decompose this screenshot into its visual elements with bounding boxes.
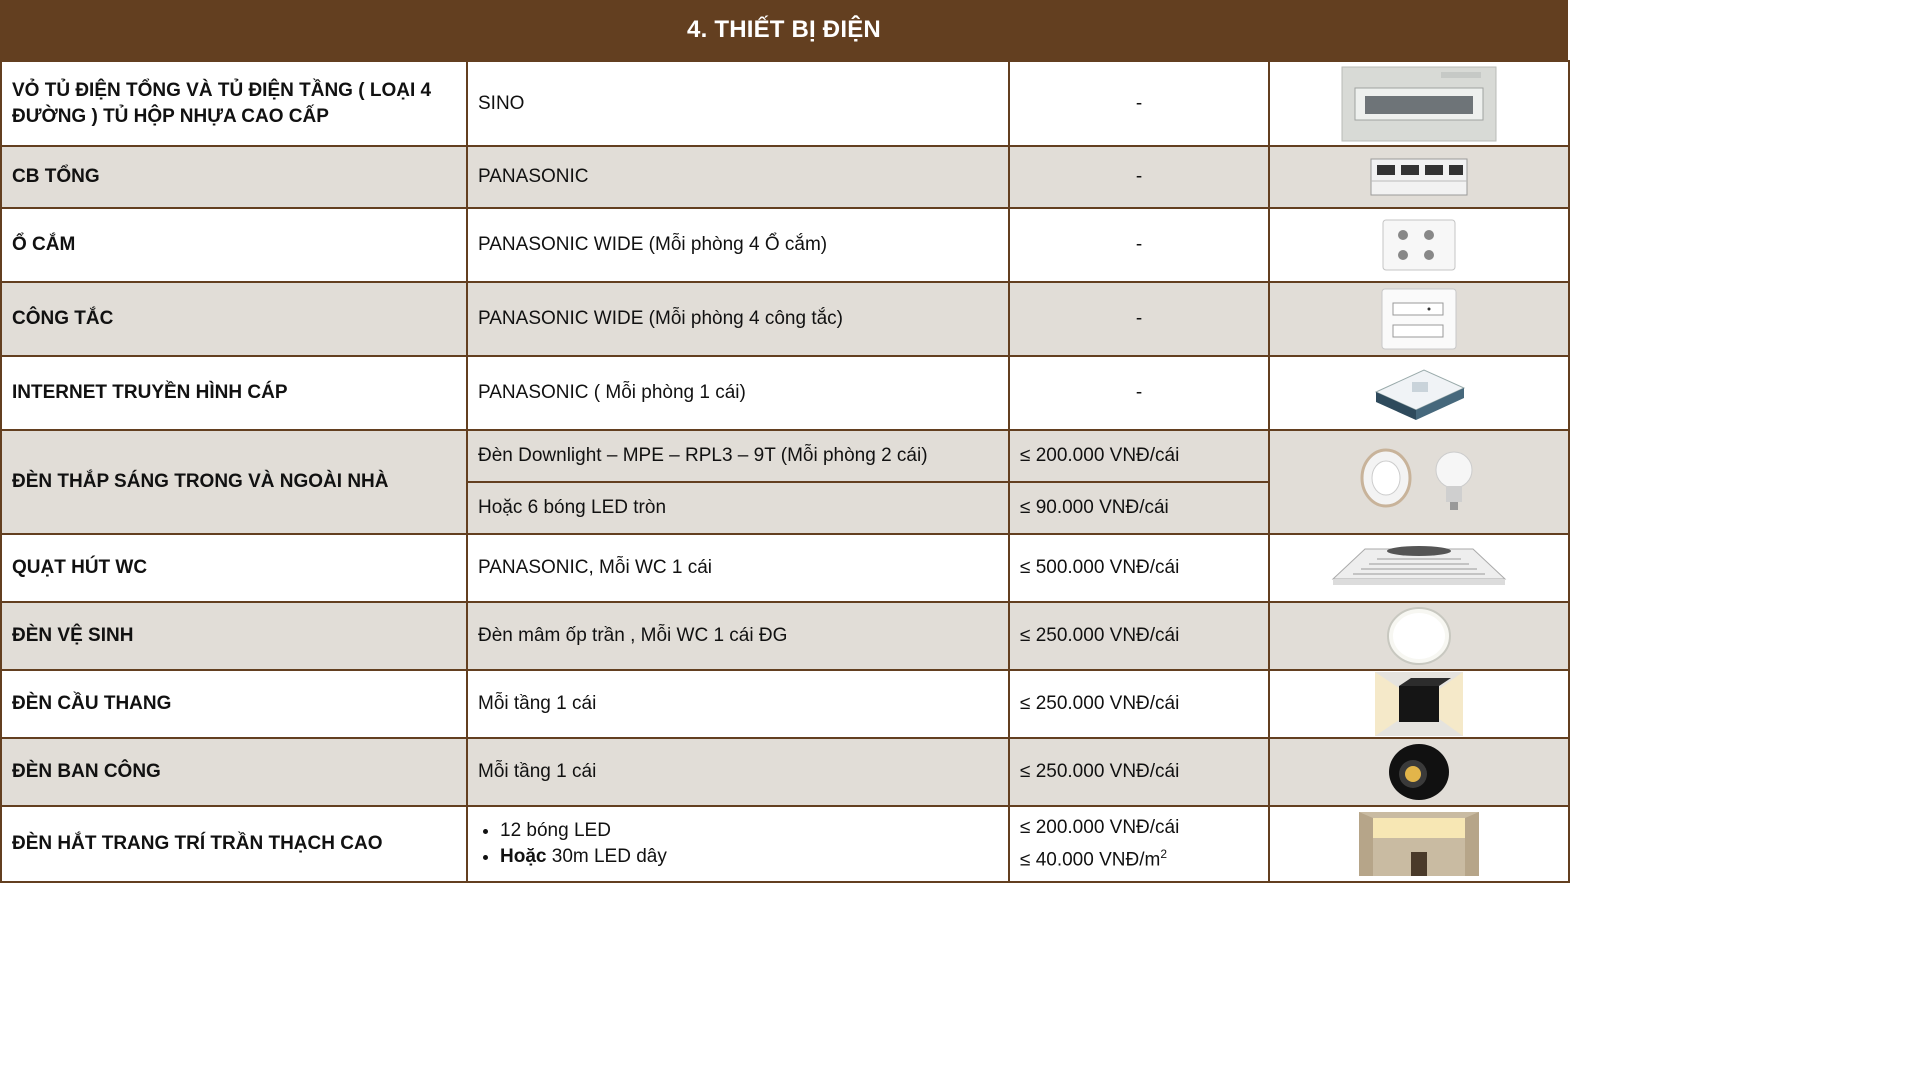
- item-spec: Mỗi tầng 1 cái: [467, 670, 1009, 738]
- electrical-cabinet-icon: [1341, 66, 1497, 142]
- item-spec: PANASONIC WIDE (Mỗi phòng 4 công tắc): [467, 282, 1009, 356]
- table-row: [1, 430, 1569, 482]
- table-row: [1, 602, 1569, 670]
- item-price: ≤ 200.000 VNĐ/cái: [1009, 430, 1269, 482]
- item-name: ĐÈN BAN CÔNG: [1, 738, 467, 806]
- price-line: ≤ 200.000 VNĐ/cái: [1020, 816, 1180, 838]
- item-spec: PANASONIC ( Mỗi phòng 1 cái): [467, 356, 1009, 430]
- table-row: [1, 738, 1569, 806]
- item-name: ĐÈN THẮP SÁNG TRONG VÀ NGOÀI NHÀ: [1, 430, 467, 534]
- equipment-table: [0, 60, 1570, 883]
- price-line: [1020, 841, 1258, 873]
- item-name: CÔNG TẮC: [1, 282, 467, 356]
- power-socket-icon: [1379, 217, 1459, 273]
- ceiling-light-icon: [1384, 606, 1454, 666]
- led-ceiling-icon: [1359, 812, 1479, 876]
- table-row: [1, 208, 1569, 282]
- item-image: [1269, 146, 1569, 208]
- bold-text: Hoặc: [500, 846, 547, 867]
- item-image: [1269, 208, 1569, 282]
- item-image: [1269, 282, 1569, 356]
- price-text: ≤ 40.000 VNĐ/m: [1020, 849, 1161, 871]
- item-price: ≤ 90.000 VNĐ/cái: [1009, 482, 1269, 534]
- item-price: -: [1009, 282, 1269, 356]
- item-spec: Mỗi tầng 1 cái: [467, 738, 1009, 806]
- exhaust-fan-icon: [1331, 543, 1507, 593]
- section-title: 4. THIẾT BỊ ĐIỆN: [0, 0, 1568, 60]
- item-price: ≤ 250.000 VNĐ/cái: [1009, 738, 1269, 806]
- item-image: [1269, 738, 1569, 806]
- superscript: 2: [1160, 846, 1168, 861]
- list-item: • 12 bóng LED: [500, 818, 998, 844]
- item-image: [1269, 430, 1569, 534]
- item-price: ≤ 500.000 VNĐ/cái: [1009, 534, 1269, 602]
- item-name: ĐÈN HẮT TRANG TRÍ TRẦN THẠCH CAO: [1, 806, 467, 882]
- item-spec: PANASONIC, Mỗi WC 1 cái: [467, 534, 1009, 602]
- table-row: [1, 356, 1569, 430]
- circuit-breaker-icon: [1369, 155, 1469, 199]
- item-price: -: [1009, 61, 1269, 146]
- table-row: [1, 806, 1569, 882]
- item-name: Ổ CẮM: [1, 208, 467, 282]
- table-row: [1, 146, 1569, 208]
- item-spec: Hoặc 6 bóng LED tròn: [467, 482, 1009, 534]
- item-image: [1269, 356, 1569, 430]
- item-price: ≤ 250.000 VNĐ/cái: [1009, 602, 1269, 670]
- item-name: ĐÈN CẦU THANG: [1, 670, 467, 738]
- item-image: [1269, 670, 1569, 738]
- table-row: [1, 282, 1569, 356]
- bullet-list: [478, 818, 998, 870]
- network-outlet-icon: [1364, 362, 1474, 424]
- item-name: VỎ TỦ ĐIỆN TỔNG VÀ TỦ ĐIỆN TẦNG ( LOẠI 4 ĐƯỜNG ) TỦ HỘP NHỰA CAO CẤP: [1, 61, 467, 146]
- item-name: QUẠT HÚT WC: [1, 534, 467, 602]
- item-name: CB TỔNG: [1, 146, 467, 208]
- item-image: [1269, 602, 1569, 670]
- item-price: [1009, 806, 1269, 882]
- item-spec: SINO: [467, 61, 1009, 146]
- item-spec: PANASONIC WIDE (Mỗi phòng 4 Ổ cắm): [467, 208, 1009, 282]
- item-price: -: [1009, 208, 1269, 282]
- table-row: [1, 534, 1569, 602]
- downlight-and-bulb-icon: [1354, 444, 1484, 520]
- item-image: [1269, 61, 1569, 146]
- item-spec: [467, 806, 1009, 882]
- table-row: [1, 61, 1569, 146]
- item-price: -: [1009, 356, 1269, 430]
- item-spec: Đèn Downlight – MPE – RPL3 – 9T (Mỗi phòng 2 cái): [467, 430, 1009, 482]
- wall-switch-icon: [1379, 287, 1459, 351]
- item-price: -: [1009, 146, 1269, 208]
- item-name: ĐÈN VỆ SINH: [1, 602, 467, 670]
- item-image: [1269, 806, 1569, 882]
- item-name: INTERNET TRUYỀN HÌNH CÁP: [1, 356, 467, 430]
- list-text: 30m LED dây: [546, 846, 667, 867]
- item-image: [1269, 534, 1569, 602]
- wall-lamp-icon: [1375, 672, 1463, 736]
- item-spec: PANASONIC: [467, 146, 1009, 208]
- list-item: [500, 844, 998, 870]
- item-price: ≤ 250.000 VNĐ/cái: [1009, 670, 1269, 738]
- item-spec: Đèn mâm ốp trần , Mỗi WC 1 cái ĐG: [467, 602, 1009, 670]
- spot-light-icon: [1387, 742, 1451, 802]
- table-row: [1, 670, 1569, 738]
